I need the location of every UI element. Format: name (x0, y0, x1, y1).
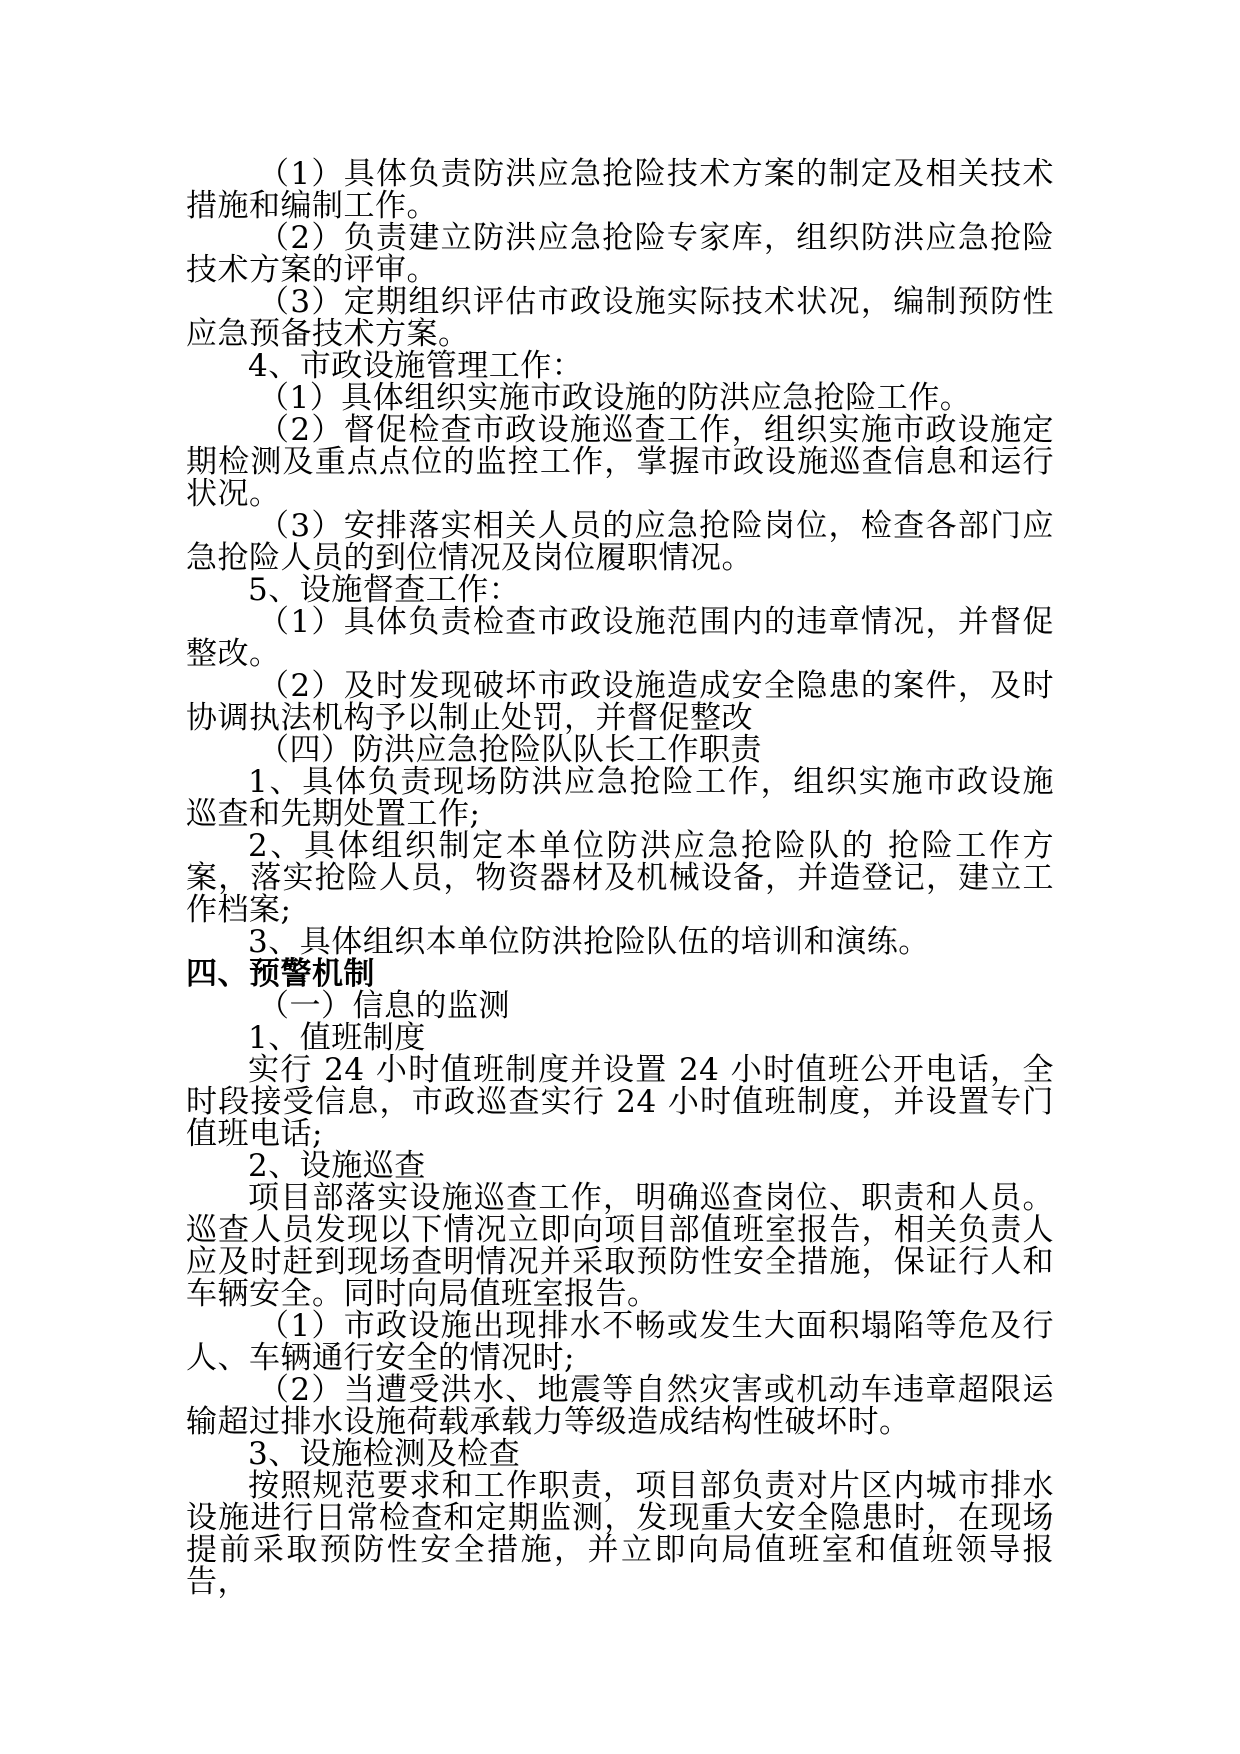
paragraph: （2）当遭受洪水、地震等自然灾害或机动车违章超限运输超过排水设施荷载承载力等级造成结构性破坏时。 (186, 1372, 1054, 1440)
paragraph: （1）具体负责防洪应急抢险技术方案的制定及相关技术措施和编制工作。 (186, 156, 1054, 224)
paragraph: 1、具体负责现场防洪应急抢险工作，组织实施市政设施巡查和先期处置工作; (186, 764, 1054, 832)
document-body (186, 158, 1054, 1598)
paragraph: （2）督促检查市政设施巡查工作，组织实施市政设施定期检测及重点点位的监控工作，掌握市政设施巡查信息和运行状况。 (186, 412, 1054, 512)
section-heading: 4、市政设施管理工作： (248, 348, 584, 384)
paragraph: （2）负责建立防洪应急抢险专家库，组织防洪应急抢险技术方案的评审。 (186, 220, 1054, 288)
paragraph: 按照规范要求和工作职责，项目部负责对片区内城市排水设施进行日常检查和定期监测，发现重大安全隐患时，在现场提前采取预防性安全措施，并立即向局值班室和值班领导报告， (186, 1468, 1054, 1600)
paragraph: 3、具体组织本单位防洪抢险队伍的培训和演练。 (248, 924, 930, 960)
paragraph: 实行 24 小时值班制度并设置 24 小时值班公开电话，全时段接受信息，市政巡查实行 24 小时值班制度，并设置专门值班电话; (186, 1052, 1054, 1152)
section-heading: 3、设施检测及检查 (248, 1436, 521, 1472)
paragraph: （1）具体组织实施市政设施的防洪应急抢险工作。 (258, 380, 972, 416)
section-heading: 2、设施巡查 (248, 1148, 426, 1184)
section-heading: （一）信息的监测 (258, 988, 510, 1024)
paragraph: （2）及时发现破坏市政设施造成安全隐患的案件，及时协调执法机构予以制止处罚，并督促整改 (186, 668, 1054, 736)
paragraph: 项目部落实设施巡查工作，明确巡查岗位、职责和人员。巡查人员发现以下情况立即向项目部值班室报告，相关负责人应及时赶到现场查明情况并采取预防性安全措施，保证行人和车辆安全。同时向局值班室报告。 (186, 1180, 1054, 1312)
paragraph: （3）安排落实相关人员的应急抢险岗位，检查各部门应急抢险人员的到位情况及岗位履职情况。 (186, 508, 1054, 576)
chapter-heading: 四、预警机制 (186, 956, 375, 992)
paragraph: （1）市政设施出现排水不畅或发生大面积塌陷等危及行人、车辆通行安全的情况时; (186, 1308, 1054, 1376)
paragraph: （3）定期组织评估市政设施实际技术状况，编制预防性应急预备技术方案。 (186, 284, 1054, 352)
section-heading: 1、值班制度 (248, 1020, 426, 1056)
section-heading: （四）防洪应急抢险队队长工作职责 (258, 732, 762, 768)
section-heading: 5、设施督查工作： (248, 572, 521, 608)
paragraph: （1）具体负责检查市政设施范围内的违章情况，并督促整改。 (186, 604, 1054, 672)
paragraph: 2、具体组织制定本单位防洪应急抢险队的 抢险工作方案，落实抢险人员，物资器材及机械设备，并造登记，建立工作档案; (186, 828, 1054, 928)
